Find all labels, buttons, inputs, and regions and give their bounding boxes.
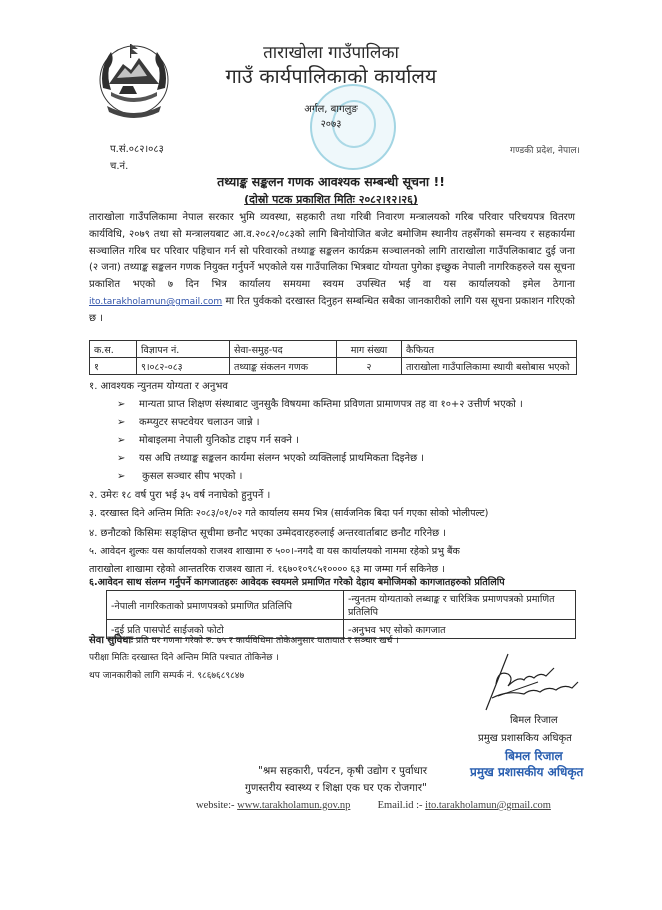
section-3-deadline: ३. दरखास्त दिने अन्तिम मितिः २०८३/०१/०२ गते कार्यालय समय भित्र (सार्वजनिक बिदा पर्न गएका सोको भोलीपल्ट) [89,508,489,519]
header-cell: माग संख्या [337,341,402,358]
arrow-bullet-icon: ➢ [117,453,126,464]
list-item-text: कम्प्युटर सफ्टवेयर चलाउन जान्ने । [139,417,260,428]
vacancy-table [89,340,577,375]
table-cell: ताराखोला गाउँपालिकामा स्थायी बसोबास भएको [402,358,577,375]
established-year: २०७३ [320,119,342,130]
exam-date-note: परीक्षा मितिः दरखास्त दिने अन्तिम मिति पश्चात तोकिनेछ । [89,653,279,663]
dispatch-number: च.नं. [110,161,129,172]
contact-number: थप जानकारीको लागि सम्पर्क नं. ९८६७६८९८४७ [89,671,245,681]
section-2-age: २. उमेरः १८ वर्ष पुरा भई ३५ वर्ष ननाघेको हुनुपर्ने । [89,490,271,501]
section-1-title: १. आवश्यक न्युनतम योग्यता र अनुभव [89,381,228,392]
table-cell: २ [337,358,402,375]
email-label: Email.id :- [377,800,423,811]
municipality-name: ताराखोला गाउँपालिका [263,43,399,63]
notice-subtitle: (दोस्रो पटक प्रकाशित मितिः २०८२।१२।२६) [244,193,418,206]
website-link[interactable]: www.tarakholamun.gov.np [237,800,351,811]
contact-footer [196,800,551,811]
header-cell: विज्ञापन नं. [137,341,230,358]
table-cell: -दुई प्रति पासपोर्ट साईजको फोटो [107,620,344,639]
list-item-text: मोबाइलमा नेपाली युनिकोड टाइप गर्न सक्ने । [139,435,299,446]
table-cell: -न्युनतम योग्यताको लब्धाङ्क र चारित्रिक प्रमाणपत्रको प्रमाणित प्रतिलिपि [344,591,576,620]
header-cell: क.स. [90,341,137,358]
email-link[interactable]: ito.tarakholamun@gmail.com [425,800,551,811]
table-cell: -नेपाली नागरिकताको प्रमाणपत्रको प्रमाणित प्रतिलिपि [107,591,344,620]
arrow-bullet-icon: ➢ [117,471,126,482]
list-item-text: मान्यता प्राप्त शिक्षण संस्थाबाट जुनसुकै विषयमा कम्तिमा प्रविणता प्रामाणपत्र तह वा १०+२ उत्तीर्ण भएको । [139,399,523,410]
name-stamp: बिमल रिजाल [505,749,563,763]
table-cell: -अनुभव भए सोको कागजात [344,620,576,639]
notice-body-text-end: मा रित पुर्वकको दरखास्त दिनुहन सम्बन्धित सबैका जानकारीको लागि यस सूचना प्रकाशन गरिएको छ । [89,295,576,324]
service-facility-label: सेवा सुविधाः [89,635,134,646]
list-item-text: कुसल सञ्चार सीप भएको । [139,471,243,482]
list-item-text: यस अघि तथ्याङ्क सङ्कलन कार्यमा संलग्न भएको व्यक्तिलाई प्राथमिकता दिइनेछ । [139,453,425,464]
list-item [117,450,424,464]
section-5-fee: ५. आवेदन शुल्कः यस कार्यालयको राजश्व शाखामा रु ५००।-नगदै वा यस कार्यालयको नाममा रहेको प्रभु बैंक [89,546,460,557]
signatory-title: प्रमुख प्रशासकिय अधिकृत [478,733,572,744]
province-label: गण्डकी प्रदेश, नेपाल। [510,146,580,156]
table-cell: १ [90,358,137,375]
slogan-line-2: गुणस्तरीय स्वास्थ्य र शिक्षा एक घर एक रोजगार" [245,782,427,794]
section-5-fee-account: ताराखोला शाखामा रहेको आन्ततरिक राजश्व खाता नं. १६७०१०९८५१०००० ६३ मा जम्मा गर्न सकिनेछ । [89,564,445,575]
arrow-bullet-icon: ➢ [117,399,126,410]
notice-body [89,210,575,328]
arrow-bullet-icon: ➢ [117,435,126,446]
list-item [117,414,260,428]
table-row [90,358,577,375]
handwritten-signature [478,652,588,712]
title-stamp: प्रमुख प्रशासकीय अधिकृत [470,765,584,779]
office-email-link[interactable]: ito.tarakholamun@gmail.com [89,296,223,307]
table-cell: ९।०८२-०८३ [137,358,230,375]
header-cell: सेवा-समुह-पद [230,341,337,358]
list-item [117,468,242,482]
signatory-name: बिमल रिजाल [510,715,558,726]
service-facility [89,632,399,646]
section-6-documents: ६.आवेदन साथ संलग्न गर्नुपर्ने कागजातहरुः आवेदक स्वयमले प्रमाणित गरेको देहाय बमोजिमको कागजातहरुको प्रतिलिपि [89,577,505,588]
notice-body-text: ताराखोला गाउँपलिकामा नेपाल सरकार भुमि व्यवस्था, सहकारी तथा गरिबी निवारण मन्त्रालयको गरिब परिवार परिचयपत्र वितरण कार्यविधि, २०७९ तथा सो मन्त्रालयबाट आ.व.२०८२/०८३को लागि बिनोयोजित बजेट बमोजिम स्थानीय तहसँगको समन्वय र सहकार्यमा सञ्चालित गरिब घर परिवार पहिचान गर्न सो परिवारको तथ्याङ्क सङ्कलन कार्यक्रम सञ्चालनको लागि ताराखोला गाउँपलिकाबाट दुई जना (२ जना) तथ्याङ्क सङ्कलन गणक नियुक्त गर्नुपर्ने भएकोले यस गाउँपालिका भित्रबाट योग्यता पुगेका इच्छुक नेपाली नागरिकहरुले यस सूचना प्रकाशित भएको ७ दिन भित्र कार्यालय समयमा स्वयम उपस्थित भई वा यस कार्यालयको इमेल ठेगाना [89,212,575,291]
list-item [117,432,299,446]
slogan-line-1: "श्रम सहकारी, पर्यटन, कृषी उद्योग र पुर्वाधार [258,765,428,777]
header-cell: कैफियत [402,341,577,358]
notice-title: तथ्याङ्क सङ्कलन गणक आवश्यक सम्बन्धी सूचना !! [217,174,445,189]
arrow-bullet-icon: ➢ [117,417,126,428]
website-label: website:- [196,800,235,811]
reference-number: प.सं.०८२।०८३ [110,144,164,155]
table-row [107,591,576,620]
table-cell: तथ्याङ्क संकलन गणक [230,358,337,375]
section-4-selection: ४. छनौटको किसिमः सङ्क्षिप्त सूचीमा छनौट भएका उम्मेदवारहरुलाई अन्तरवार्ताबाट छनौट गरिनेछ । [89,528,447,539]
office-name: गाउँ कार्यपालिकाको कार्यालय [225,64,437,88]
service-facility-text: प्रति घर गणना गरेको रु. ७५ र कार्यविधिमा तोकेअनुसार यातायात र सञ्चार खर्च । [133,636,399,646]
table-header-row [90,341,577,358]
office-location: अर्गल, बागलुङ [304,104,358,115]
list-item [117,396,523,410]
